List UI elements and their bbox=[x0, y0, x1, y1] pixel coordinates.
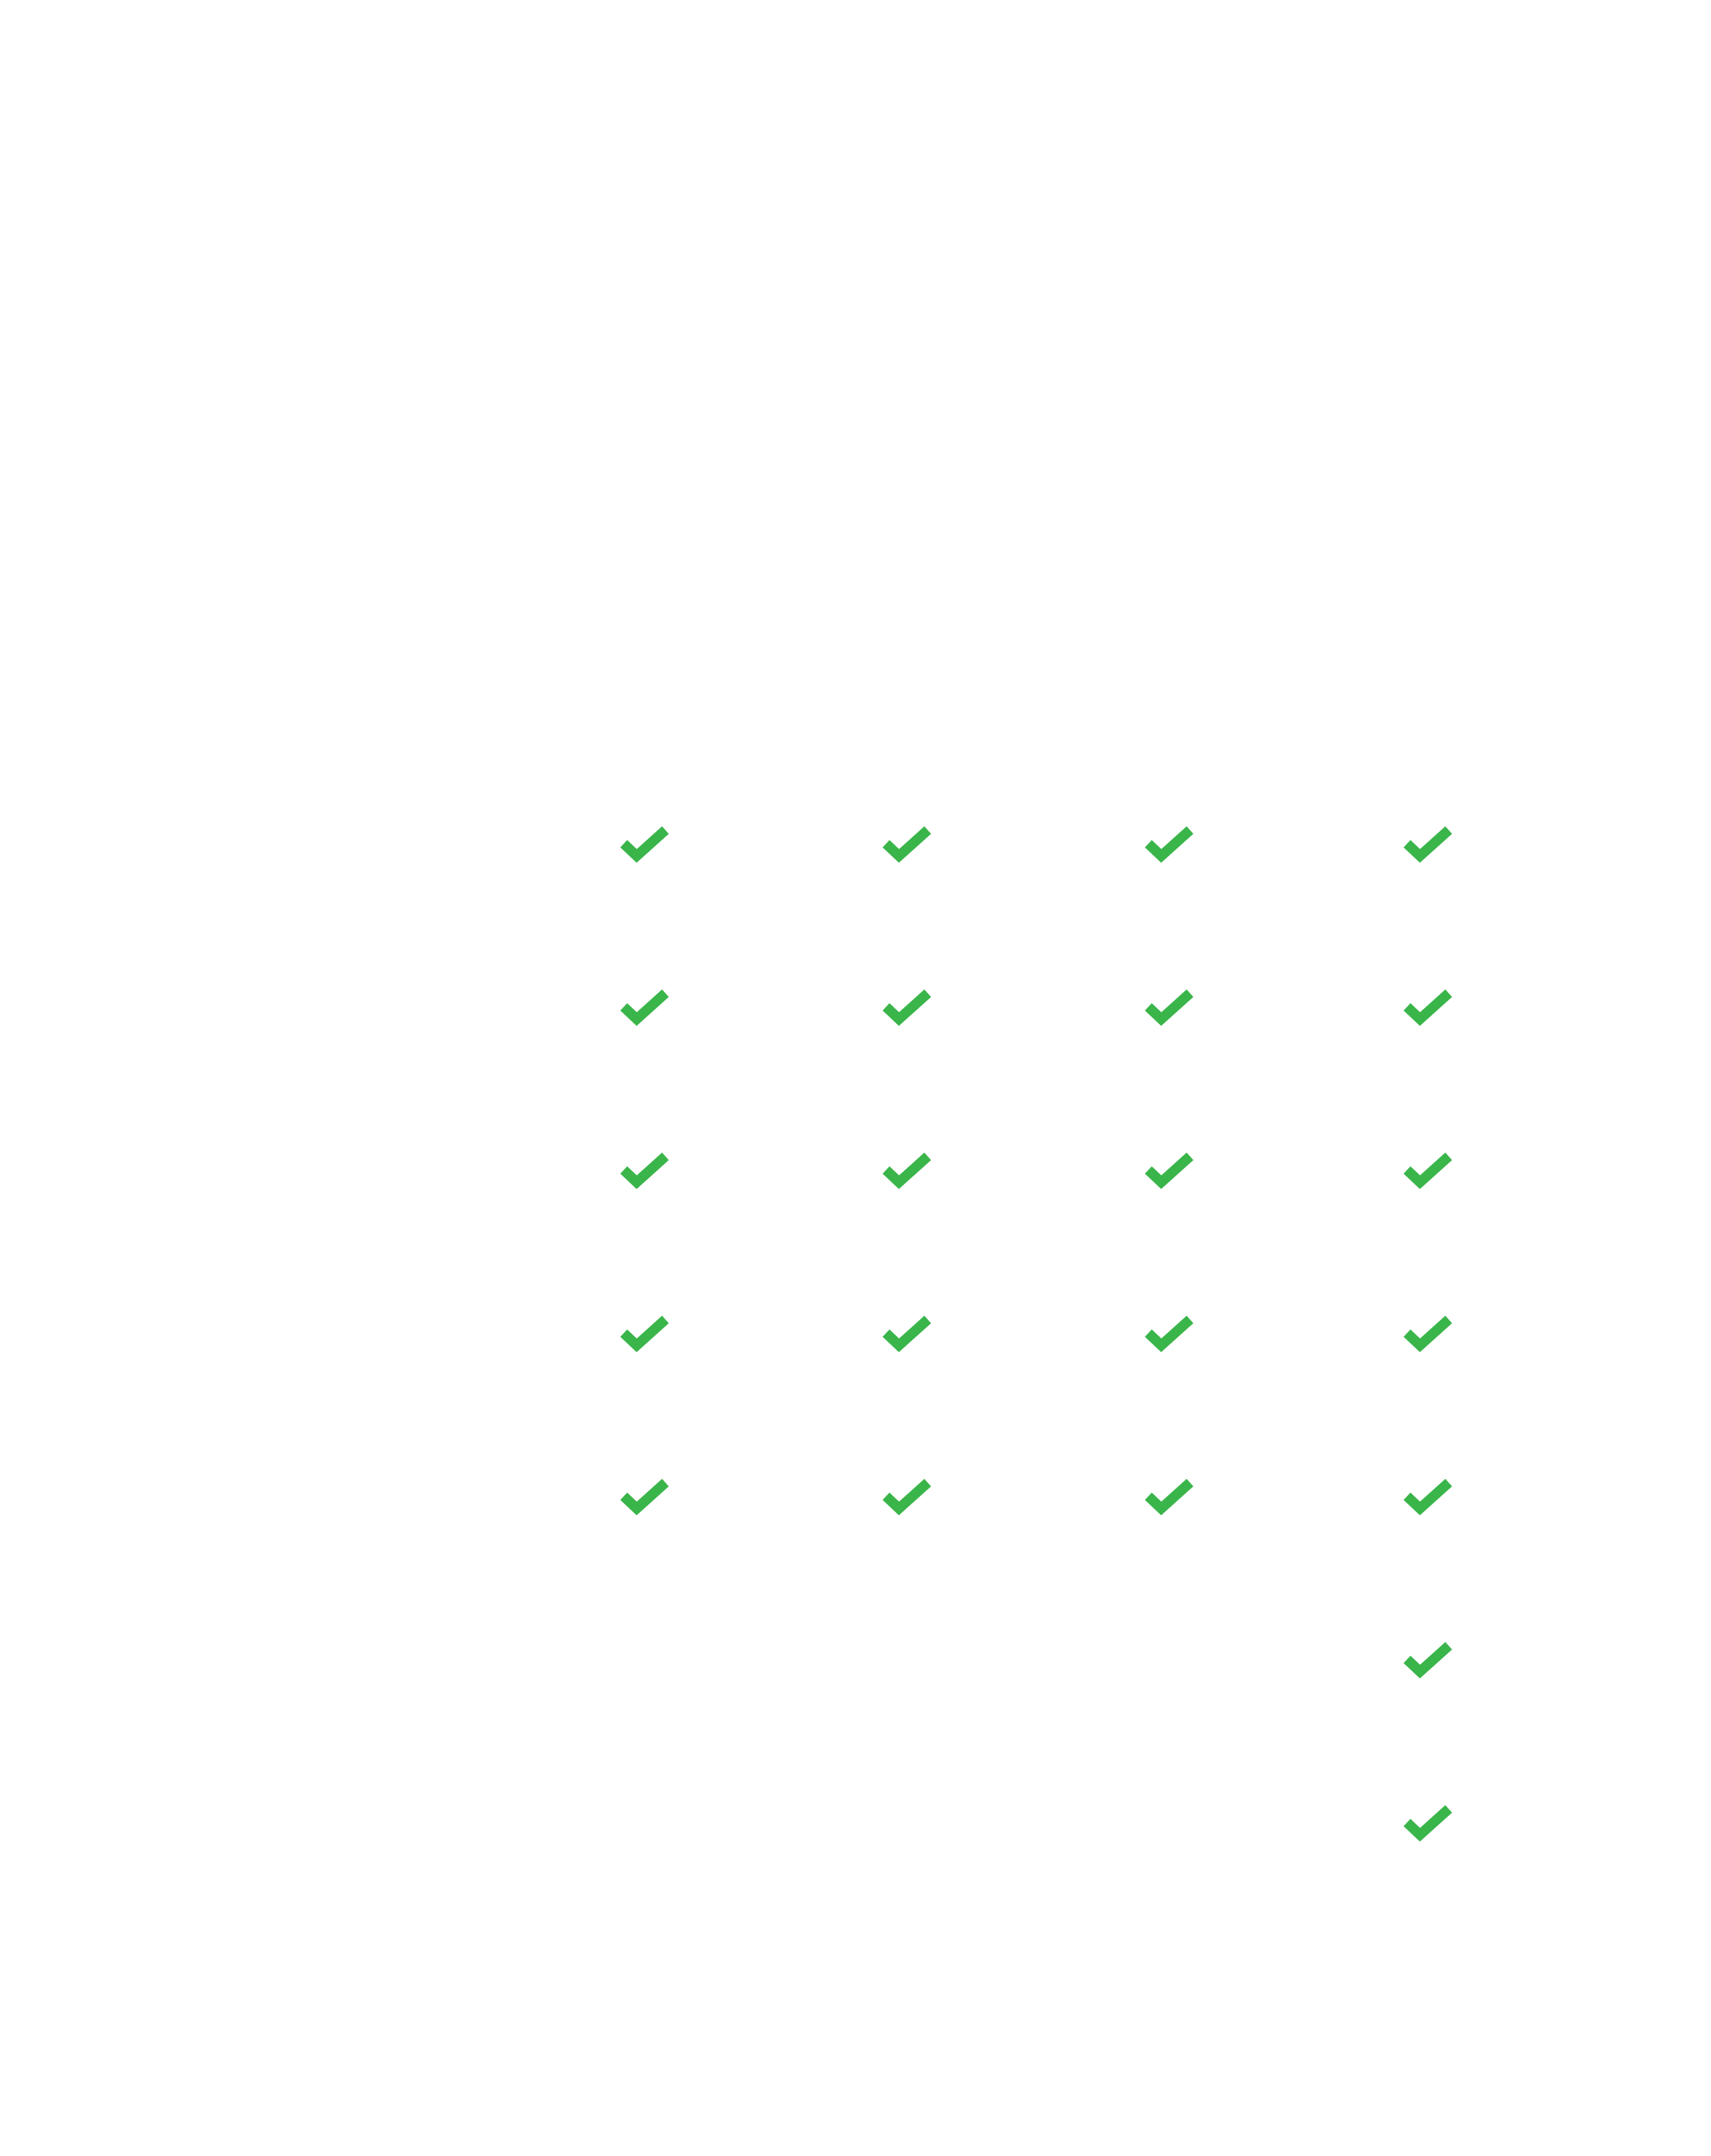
checkmark-icon bbox=[882, 1475, 932, 1517]
checkmark-icon bbox=[1144, 1312, 1194, 1354]
checkmark-icon bbox=[619, 823, 670, 865]
checkmark-icon bbox=[1144, 1475, 1194, 1517]
checkmark-icon bbox=[619, 986, 670, 1028]
checkmark-icon bbox=[1144, 1149, 1194, 1191]
checkmark-icon bbox=[619, 1475, 670, 1517]
checkmark-icon bbox=[882, 1312, 932, 1354]
checkmark-icon bbox=[1403, 1149, 1453, 1191]
checkmark-icon bbox=[882, 1149, 932, 1191]
checkmark-icon bbox=[1403, 1475, 1453, 1517]
checkmark-icon bbox=[882, 823, 932, 865]
checkmark-icon bbox=[1403, 1802, 1453, 1843]
checkmark-icon bbox=[1403, 1312, 1453, 1354]
checkmark-icon bbox=[1144, 986, 1194, 1028]
checkmark-icon bbox=[1403, 1639, 1453, 1680]
checkmark-icon bbox=[882, 986, 932, 1028]
checkmark-icon bbox=[1403, 823, 1453, 865]
checkmark-icon bbox=[1144, 823, 1194, 865]
checkmark-icon bbox=[619, 1149, 670, 1191]
checkmark-icon bbox=[619, 1312, 670, 1354]
checkmark-icon bbox=[1403, 986, 1453, 1028]
